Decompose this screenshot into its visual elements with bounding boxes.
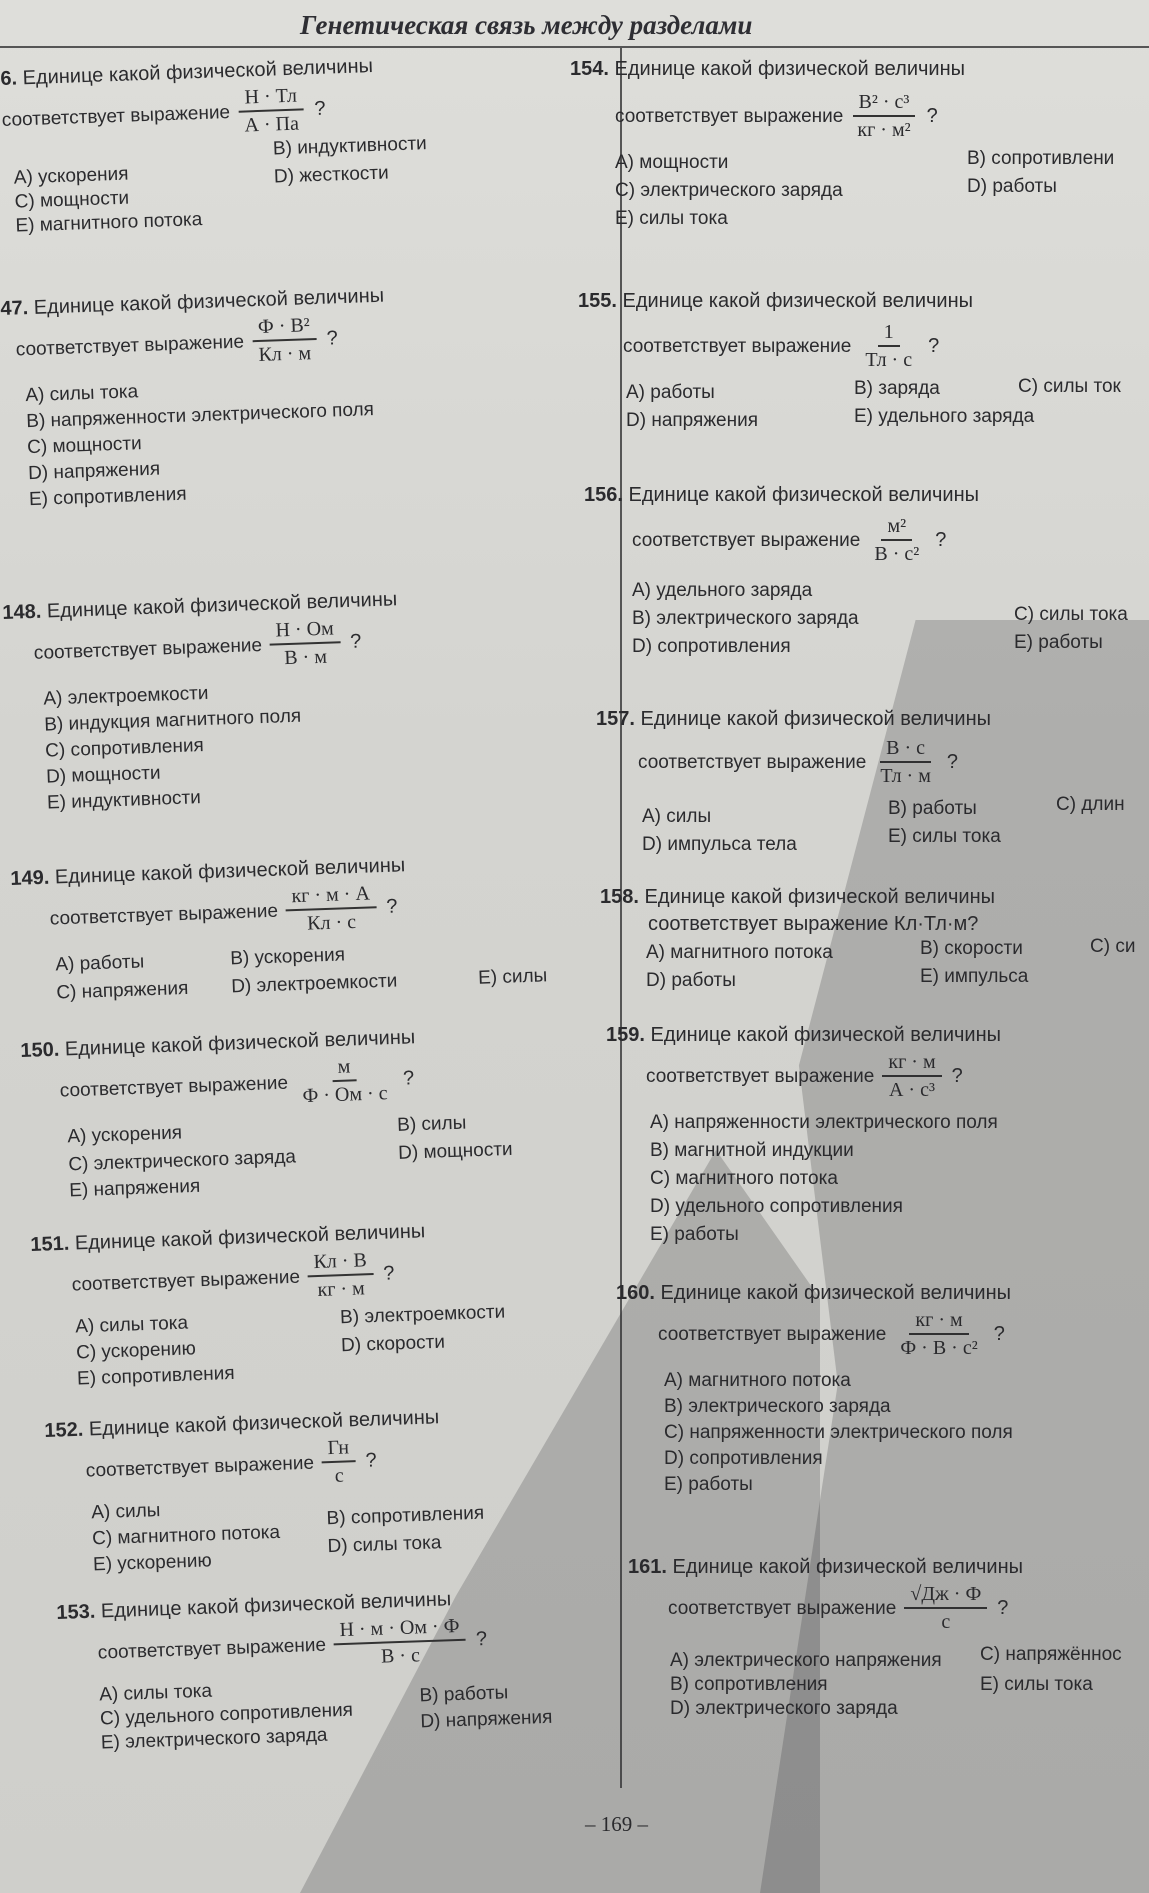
option-a: А) магнитного потока: [664, 1370, 851, 1391]
option-a: А) ускорения: [13, 163, 129, 189]
problem-159: [606, 1024, 1001, 1245]
unit-fraction: [237, 84, 305, 137]
fraction-numerator: Н · м · Ом · Ф: [333, 1615, 466, 1646]
question-mark: ?: [475, 1627, 488, 1651]
problem-number: 153.: [56, 1600, 96, 1624]
question-mark: ?: [385, 895, 398, 918]
problem-title: Единице какой физической величины: [672, 1556, 1023, 1578]
option-d: D) сопротивления: [664, 1448, 823, 1469]
fraction-denominator: с: [941, 1611, 951, 1633]
fraction-denominator: с: [334, 1464, 345, 1487]
problem-title: Единице какой физической величины: [628, 484, 979, 506]
problem-148: [2, 588, 404, 820]
question-mark: ?: [997, 1597, 1009, 1619]
unit-fraction: [333, 1615, 467, 1671]
fraction-denominator: Тл · м: [880, 765, 931, 787]
problem-number: 149.: [10, 866, 50, 890]
problem-number: 148.: [2, 600, 42, 624]
unit-fraction: [894, 1309, 983, 1360]
option-e: Е) силы тока: [980, 1674, 1093, 1695]
option-d: D) скорости: [340, 1331, 446, 1357]
problem-161: [628, 1556, 1122, 1719]
fraction-numerator: кг · м · А: [285, 882, 376, 911]
option-b: В) силы: [396, 1112, 467, 1136]
option-e: Е) работы: [664, 1474, 753, 1495]
question-mark: ?: [951, 1065, 963, 1087]
question-mark: ?: [993, 1323, 1005, 1345]
problem-number: 150.: [20, 1038, 60, 1062]
problem-152: [44, 1406, 485, 1578]
option-e: Е) импульса: [920, 966, 1029, 987]
option-e: Е) сопротивления: [28, 483, 187, 511]
question-mark: ?: [928, 335, 940, 357]
option-c: С) силы ток: [1018, 376, 1121, 397]
option-b: В) сопротивления: [670, 1674, 828, 1695]
option-b: В) заряда: [854, 378, 940, 399]
expression-label: соответствует выражение: [658, 1323, 887, 1345]
option-a: А) силы: [642, 806, 712, 827]
expression-label: соответствует выражение: [632, 529, 861, 551]
option-a: А) напряженности электрического поля: [650, 1112, 998, 1133]
fraction-denominator: В · с: [380, 1644, 421, 1668]
option-d: D) электрического заряда: [670, 1698, 898, 1719]
option-b: В) электрического заряда: [632, 608, 859, 629]
expression-label: соответствует выражение: [615, 105, 844, 127]
option-e: Е) работы: [650, 1224, 739, 1245]
question-mark: ?: [402, 1067, 415, 1090]
fraction-denominator: Кл · с: [306, 910, 357, 935]
option-e: Е) силы тока: [615, 208, 728, 229]
option-d: D) напряжения: [626, 410, 758, 431]
option-c: С) ускорению: [75, 1338, 197, 1364]
option-c: С) напряженности электрического поля: [664, 1422, 1013, 1443]
problem-number: 156.: [584, 484, 623, 506]
option-d: D) импульса тела: [642, 834, 797, 855]
problem-title: Единице какой физической величины: [22, 54, 374, 90]
problem-number: 161.: [628, 1556, 667, 1578]
problem-149: [10, 854, 548, 1006]
option-a: А) силы тока: [25, 381, 139, 407]
problem-number: 157.: [596, 708, 635, 730]
fraction-numerator: √Дж · Ф: [904, 1583, 987, 1609]
fraction-denominator: А · с³: [888, 1079, 935, 1101]
fraction-denominator: Ф · Ом · с: [302, 1082, 388, 1108]
unit-fraction: [295, 1054, 394, 1108]
option-b: В) индукция магнитного поля: [43, 705, 302, 736]
unit-fraction: [269, 617, 341, 670]
option-a: А) мощности: [615, 152, 729, 173]
problem-title: Единице какой физической величины: [644, 886, 995, 908]
problem-title: Единице какой физической величины: [650, 1024, 1001, 1046]
problem-158: [600, 886, 1136, 996]
problem-title: Единице какой физической величины: [614, 58, 965, 80]
problem-number: 159.: [606, 1024, 645, 1046]
option-c: С) электрического заряда: [68, 1146, 297, 1176]
problem-title: Единице какой физической величины: [54, 854, 406, 889]
unit-fraction: [285, 882, 377, 936]
option-d: D) мощности: [45, 762, 161, 788]
problem-title: Единице какой физической величины: [33, 284, 385, 319]
fraction-numerator: В · с: [880, 737, 931, 763]
expression-label: соответствует выражение: [33, 634, 263, 664]
expression-label: соответствует выражение: [623, 335, 852, 357]
fraction-numerator: В² · с³: [853, 91, 916, 117]
expression-label: соответствует выражение: [668, 1597, 897, 1619]
option-a: А) удельного заряда: [632, 580, 813, 601]
option-e: Е) силы тока: [888, 826, 1001, 847]
option-c: С) силы тока: [1014, 604, 1128, 625]
problem-155: [578, 290, 1121, 432]
option-e: Е) электрического заряда: [100, 1724, 328, 1754]
problem-title: Единице какой физической величины: [660, 1282, 1011, 1304]
option-b: В) сопротивления: [326, 1502, 485, 1530]
option-a: А) магнитного потока: [646, 942, 833, 963]
option-a: А) электрического напряжения: [670, 1650, 942, 1671]
problem-153: [56, 1587, 553, 1760]
option-b: В) электроемкости: [339, 1301, 506, 1329]
option-b: В) ускорения: [229, 944, 346, 970]
fraction-denominator: кг · м: [317, 1277, 366, 1301]
option-d: D) работы: [646, 970, 736, 991]
option-d: D) работы: [967, 176, 1057, 197]
unit-fraction: [321, 1436, 356, 1488]
unit-fraction: [882, 1051, 941, 1102]
fraction-numerator: м: [331, 1055, 357, 1082]
running-head: Генетическая связь между разделами: [300, 10, 753, 40]
option-c: С) напряжения: [56, 977, 189, 1004]
unit-fraction: [859, 321, 918, 372]
option-b: В) сопротивлени: [967, 148, 1115, 169]
problem-number: 47.: [0, 297, 29, 320]
problem-title: Единице какой физической величины: [640, 708, 991, 730]
problem-title: Единице какой физической величины: [64, 1026, 416, 1061]
option-b: В) напряженности электрического поля: [25, 399, 375, 433]
question-mark: ?: [926, 105, 938, 127]
expression-label: соответствует выражение Кл·Тл·м?: [648, 913, 979, 935]
option-a: А) электроемкости: [43, 682, 209, 710]
question-mark: ?: [314, 97, 326, 121]
problem-number: 6.: [0, 67, 18, 90]
problem-number: 158.: [600, 886, 639, 908]
option-c: С) си: [1090, 936, 1136, 957]
problem-146: [0, 54, 428, 237]
problem-title: Единице какой физической величины: [46, 588, 398, 623]
option-d: D) силы тока: [327, 1532, 442, 1558]
problem-151: [30, 1220, 506, 1402]
question-mark: ?: [382, 1262, 395, 1285]
question-mark: ?: [935, 529, 947, 551]
option-d: D) мощности: [397, 1138, 513, 1164]
expression-label: соответствует выражение: [49, 900, 279, 930]
problem-number: 160.: [616, 1282, 655, 1304]
problem-title: Единице какой физической величины: [88, 1406, 440, 1441]
fraction-numerator: Н · Ом: [269, 617, 340, 645]
option-b: В) работы: [888, 798, 977, 819]
option-e: Е) удельного заряда: [854, 406, 1035, 427]
problem-number: 151.: [30, 1232, 70, 1256]
unit-fraction: [904, 1583, 987, 1634]
option-c: С) сопротивления: [44, 735, 205, 762]
problem-title: Единице какой физической величины: [74, 1220, 426, 1255]
fraction-numerator: м²: [881, 515, 912, 541]
expression-label: соответствует выражение: [59, 1072, 289, 1102]
problem-title: Единице какой физической величины: [622, 290, 973, 312]
fraction-numerator: 1: [878, 321, 900, 347]
problem-150: [20, 1026, 513, 1208]
option-b: В) магнитной индукции: [650, 1140, 854, 1161]
header-rule: [0, 46, 1149, 48]
option-e: Е) напряжения: [68, 1175, 201, 1202]
option-a: А) силы тока: [98, 1680, 213, 1706]
problem-156: [584, 484, 1128, 657]
option-e: Е) индуктивности: [46, 787, 202, 814]
problem-number: 155.: [578, 290, 617, 312]
fraction-denominator: А · Па: [244, 112, 300, 137]
problem-number: 152.: [44, 1418, 84, 1442]
problem-title: Единице какой физической величины: [100, 1588, 452, 1623]
fraction-denominator: Тл · с: [865, 349, 913, 371]
fraction-denominator: Кл · м: [258, 342, 312, 367]
option-a: А) работы: [626, 382, 715, 403]
option-d: D) жесткости: [273, 162, 389, 188]
page-number: – 169 –: [585, 1812, 648, 1836]
option-d: D) удельного сопротивления: [650, 1196, 903, 1217]
expression-label: соответствует выражение: [1, 101, 231, 131]
problem-157: [596, 708, 1125, 855]
problem-number: 154.: [570, 58, 609, 80]
option-e: Е) ускорению: [92, 1550, 213, 1576]
expression-label: соответствует выражение: [15, 331, 245, 360]
option-c: С) мощности: [14, 187, 130, 213]
option-d: D) напряжения: [420, 1706, 553, 1733]
unit-fraction: [307, 1249, 374, 1302]
option-a: А) силы тока: [74, 1312, 189, 1338]
option-c: С) напряжённос: [980, 1644, 1122, 1665]
problem-160: [616, 1282, 1011, 1500]
fraction-numerator: Н · Тл: [238, 84, 303, 112]
fraction-denominator: В · м: [283, 645, 328, 670]
option-a: А) силы: [90, 1500, 161, 1524]
expression-label: соответствует выражение: [638, 751, 867, 773]
question-mark: ?: [946, 751, 959, 773]
fraction-numerator: Кл · В: [307, 1249, 373, 1277]
option-d: D) напряжения: [27, 458, 161, 485]
option-b: В) индуктивности: [272, 133, 428, 160]
problem-154: [570, 58, 1115, 232]
option-e: Е) работы: [1014, 632, 1103, 653]
unit-fraction: [251, 314, 317, 367]
option-e: Е) силы: [477, 965, 548, 989]
option-c: С) электрического заряда: [615, 180, 843, 201]
question-mark: ?: [349, 630, 362, 653]
option-b: В) электрического заряда: [664, 1396, 891, 1417]
option-b: В) работы: [419, 1682, 509, 1707]
unit-fraction: [874, 737, 937, 788]
option-c: С) мощности: [26, 433, 143, 459]
fraction-numerator: кг · м: [882, 1051, 941, 1077]
fraction-denominator: Ф · В · с²: [900, 1337, 978, 1359]
fraction-numerator: кг · м: [909, 1309, 968, 1335]
unit-fraction: [868, 515, 925, 566]
fraction-denominator: В · с²: [874, 543, 920, 565]
problem-147: [0, 284, 391, 511]
option-c: С) магнитного потока: [650, 1168, 838, 1189]
unit-fraction: [851, 91, 916, 142]
option-e: Е) магнитного потока: [15, 209, 203, 237]
option-d: D) сопротивления: [632, 636, 791, 657]
question-mark: ?: [365, 1449, 377, 1472]
expression-label: соответствует выражение: [646, 1065, 875, 1087]
option-c: С) магнитного потока: [91, 1521, 281, 1550]
expression-label: соответствует выражение: [85, 1452, 315, 1482]
fraction-numerator: Гн: [321, 1436, 355, 1463]
option-b: В) скорости: [920, 938, 1023, 959]
option-a: А) ускорения: [67, 1122, 183, 1148]
option-a: А) работы: [55, 951, 145, 976]
option-c: С) удельного сопротивления: [99, 1699, 354, 1730]
question-mark: ?: [326, 327, 339, 350]
fraction-denominator: кг · м²: [857, 119, 911, 141]
fraction-numerator: Ф · В²: [252, 314, 317, 342]
expression-label: соответствует выражение: [71, 1266, 301, 1296]
option-d: D) электроемкости: [230, 970, 398, 998]
option-e: Е) сопротивления: [76, 1362, 235, 1390]
option-c: С) длин: [1056, 794, 1125, 815]
expression-label: соответствует выражение: [97, 1634, 327, 1664]
